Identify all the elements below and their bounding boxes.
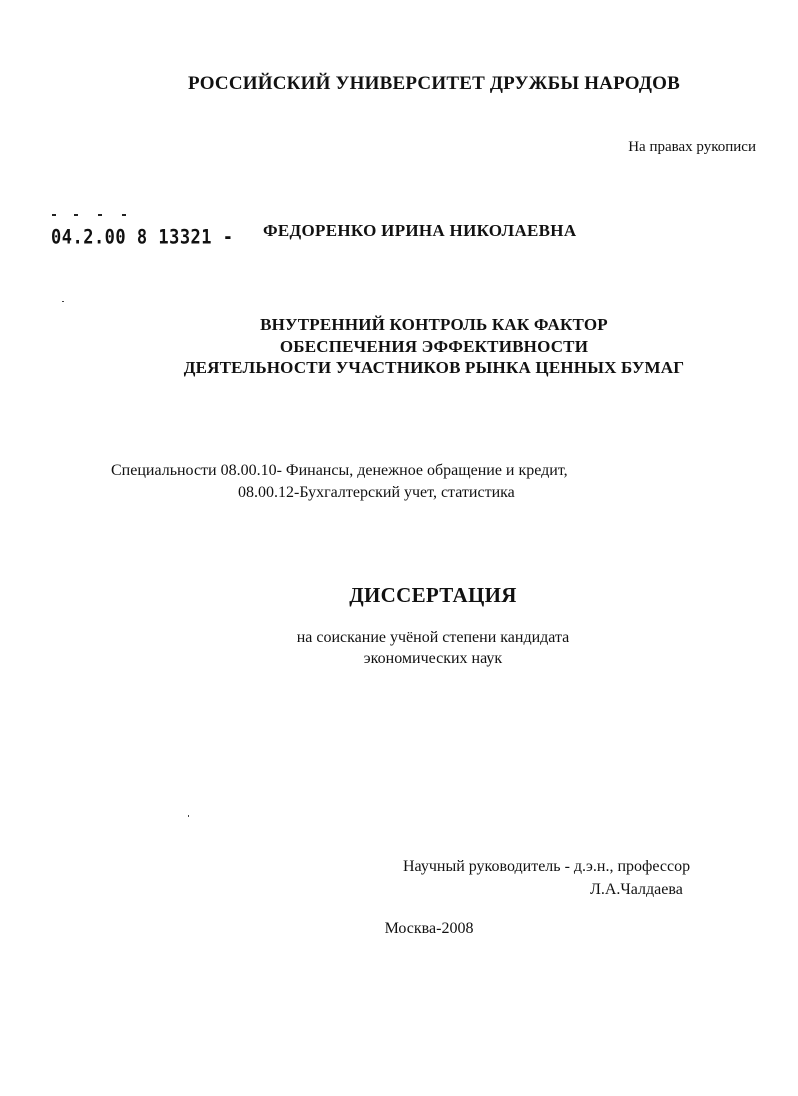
supervisor-name: Л.А.Чалдаева	[590, 881, 683, 898]
archive-stamp-marks	[52, 214, 142, 220]
dissertation-title-line-1: ВНУТРЕННИЙ КОНТРОЛЬ КАК ФАКТОР	[260, 315, 608, 334]
dissertation-title-line-3: ДЕЯТЕЛЬНОСТИ УЧАСТНИКОВ РЫНКА ЦЕННЫХ БУМАГ	[183, 358, 685, 377]
specialty-line-2: 08.00.12-Бухгалтерский учет, статистика	[238, 484, 515, 501]
degree-line-2: экономических наук	[363, 650, 503, 667]
scan-speck	[188, 815, 189, 817]
dissertation-title-line-2: ОБЕСПЕЧЕНИЯ ЭФФЕКТИВНОСТИ	[279, 337, 589, 356]
author-name: ФЕДОРЕНКО ИРИНА НИКОЛАЕВНА	[263, 221, 577, 240]
specialty-line-1: Специальности 08.00.10- Финансы, денежное обращение и кредит,	[111, 462, 568, 479]
supervisor-role: Научный руководитель - д.э.н., профессор	[403, 858, 691, 875]
degree-line-1: на соискание учёной степени кандидата	[296, 629, 570, 646]
scan-speck	[62, 301, 64, 302]
university-name: РОССИЙСКИЙ УНИВЕРСИТЕТ ДРУЖБЫ НАРОДОВ	[188, 73, 680, 94]
work-type-heading: ДИССЕРТАЦИЯ	[349, 583, 517, 607]
city-year: Москва-2008	[384, 920, 474, 937]
archive-code-stamp: 04.2.00 8 13321 -	[51, 226, 234, 249]
manuscript-note: На правах рукописи	[628, 139, 756, 155]
